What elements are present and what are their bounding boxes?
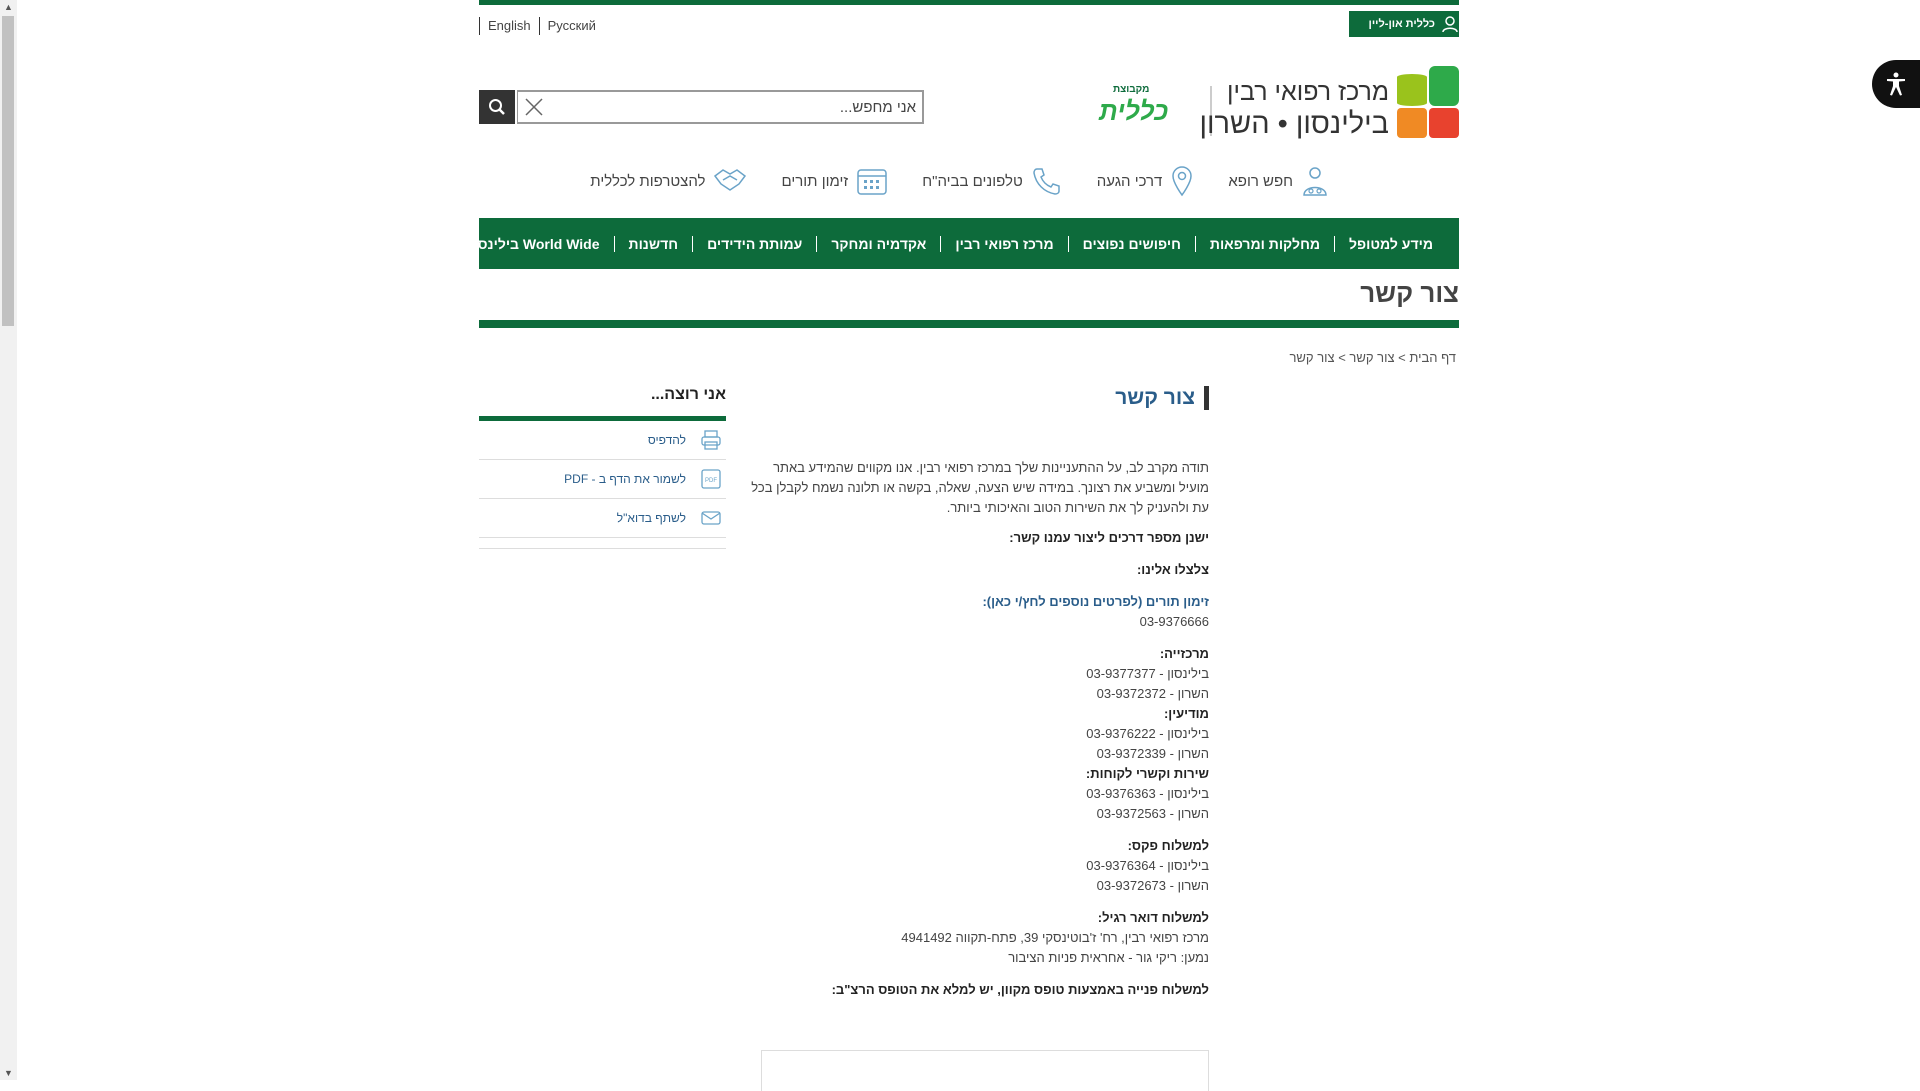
call-us-title: צלצלו אלינו:	[1136, 562, 1209, 577]
share-email-action[interactable]	[479, 499, 726, 538]
nav-departments[interactable]: מחלקות ומרפאות	[1195, 236, 1334, 252]
top-green-bar	[479, 0, 1459, 5]
service-title: שירות וקשרי לקוחות:	[1085, 766, 1209, 781]
quicklink-appointments[interactable]	[781, 165, 888, 197]
search-button[interactable]	[479, 90, 515, 124]
mail-title: למשלוח דואר רגיל:	[1097, 910, 1209, 925]
switchboard-title: מרכזייה:	[1159, 646, 1209, 661]
print-action[interactable]	[479, 421, 726, 460]
share-email-label: לשתף בדוא"ל	[616, 511, 686, 525]
nav-academy[interactable]: אקדמיה ומחקר	[816, 236, 940, 252]
quicklink-find-doctor[interactable]	[1228, 165, 1329, 197]
lang-russian[interactable]: Русский	[539, 17, 604, 35]
quicklink-phones[interactable]	[922, 165, 1063, 197]
quick-links	[590, 165, 1329, 197]
mail-recipient: נמען: ריקי גור - אחראית פניות הציבור	[1008, 950, 1209, 965]
accessibility-button[interactable]	[1872, 60, 1920, 108]
accessibility-icon	[1883, 71, 1909, 97]
quicklink-find-doctor-label: חפש רופא	[1228, 172, 1293, 190]
clear-icon[interactable]	[524, 97, 544, 117]
scrollbar[interactable]	[0, 0, 17, 1080]
print-label: להדפיס	[647, 433, 686, 447]
quicklink-directions[interactable]	[1097, 165, 1195, 197]
sidebar-title: אני רוצה...	[479, 386, 726, 421]
pdf-icon	[700, 468, 722, 490]
quicklink-join-label: להצטרפות לכללית	[590, 172, 706, 190]
search-bar	[479, 90, 924, 124]
info-hasharon: השרון - 03-9372339	[1096, 746, 1209, 761]
scroll-down-icon[interactable]: ▼	[4, 1068, 13, 1078]
mail-address: מרכז רפואי רבין, רח' ז'בוטינסקי 39, פתח-תקווה 4941492	[901, 930, 1209, 945]
site-logo[interactable]	[1099, 66, 1459, 146]
nav-friends[interactable]: עמותת הידידים	[692, 236, 816, 252]
switchboard-beilinson: בילינסון - 03-9377377	[1086, 666, 1209, 681]
appointments-phone: 03-9376666	[1139, 614, 1209, 629]
save-pdf-action[interactable]	[479, 460, 726, 499]
language-switcher	[479, 17, 604, 35]
print-icon	[700, 429, 722, 451]
save-pdf-label: לשמור את הדף ב - PDF	[564, 472, 686, 486]
clalit-online-button[interactable]	[1349, 11, 1459, 37]
info-beilinson: בילינסון - 03-9376222	[1086, 726, 1209, 741]
fax-title: למשלוח פקס:	[1127, 838, 1209, 853]
page	[469, 0, 1459, 1080]
logo-line2: בילינסון • השרון	[1199, 108, 1389, 140]
quicklink-appointments-label: זימון תורים	[781, 172, 849, 190]
phone-icon	[1031, 165, 1063, 197]
quicklink-phones-label: טלפונים בביה"ח	[922, 172, 1023, 190]
title-divider	[479, 320, 1459, 328]
clalit-small: מקבוצת	[1113, 84, 1150, 95]
clalit-online-label: כללית און-ליין	[1368, 18, 1435, 30]
fax-hasharon: השרון - 03-9372673	[1096, 878, 1209, 893]
nav-common-searches[interactable]: חיפושים נפוצים	[1068, 236, 1195, 252]
main-nav	[469, 218, 1459, 269]
nav-beilinson-world-wide[interactable]: בילינסון World Wide	[469, 235, 600, 252]
quicklink-join[interactable]	[590, 165, 747, 197]
lang-english[interactable]: English	[479, 17, 539, 35]
online-form-frame[interactable]	[761, 1050, 1209, 1091]
quicklink-directions-label: דרכי הגעה	[1096, 172, 1163, 190]
nav-rabin-center[interactable]: מרכז רפואי רבין	[940, 236, 1067, 252]
search-icon	[488, 98, 506, 116]
mail-icon	[700, 507, 722, 529]
handshake-icon	[713, 166, 747, 196]
logo-line1: מרכז רפואי רבין	[1227, 78, 1389, 106]
clalit-logo: כללית	[1099, 96, 1169, 126]
scroll-thumb[interactable]	[2, 16, 14, 326]
contact-content	[749, 458, 1209, 1000]
search-placeholder: אני מחפש...	[839, 98, 916, 116]
fax-beilinson: בילינסון - 03-9376364	[1086, 858, 1209, 873]
appointments-link[interactable]: זימון תורים (לפרטים נוספים לחץ/י כאן):	[982, 594, 1209, 609]
intro-text: תודה מקרב לב, על ההתעניינות שלך במרכז רפואי רבין. אנו מקווים שהמידע באתר מועיל ומשביע את רצונך. במידה שיש הצעה, שאלה, בקשה או תלונה נשמח לקבלן בכל עת ולהעניק לך את השירות הטוב והאיכותי ביותר.	[751, 460, 1209, 515]
service-beilinson: בילינסון - 03-9376363	[1086, 786, 1209, 801]
breadcrumb[interactable]: דף הבית > צור קשר > צור קשר	[1289, 350, 1456, 365]
service-hasharon: השרון - 03-9372563	[1096, 806, 1209, 821]
switchboard-hasharon: השרון - 03-9372372	[1096, 686, 1209, 701]
ways-title: ישנן מספר דרכים ליצור עמנו קשר:	[1009, 530, 1209, 545]
calendar-icon	[856, 166, 888, 196]
doctor-icon	[1301, 165, 1329, 197]
search-input[interactable]	[517, 90, 924, 124]
location-pin-icon	[1170, 165, 1194, 197]
page-title: צור קשר	[1360, 278, 1459, 308]
nav-patient-info[interactable]: מידע למטופל	[1334, 236, 1447, 252]
online-form-title: למשלוח פנייה באמצעות טופס מקוון, יש למלא את הטופס הרצ"ב:	[831, 982, 1209, 997]
nav-innovation[interactable]: חדשנות	[614, 236, 693, 252]
info-title: מודיעין:	[1163, 706, 1209, 721]
sidebar-bottom-divider	[479, 538, 726, 549]
svg-text:PDF: PDF	[705, 478, 717, 484]
sidebar	[479, 386, 726, 549]
user-icon	[1441, 15, 1459, 33]
content-heading: צור קשר	[1115, 386, 1209, 410]
scroll-up-icon[interactable]: ▲	[4, 2, 13, 12]
